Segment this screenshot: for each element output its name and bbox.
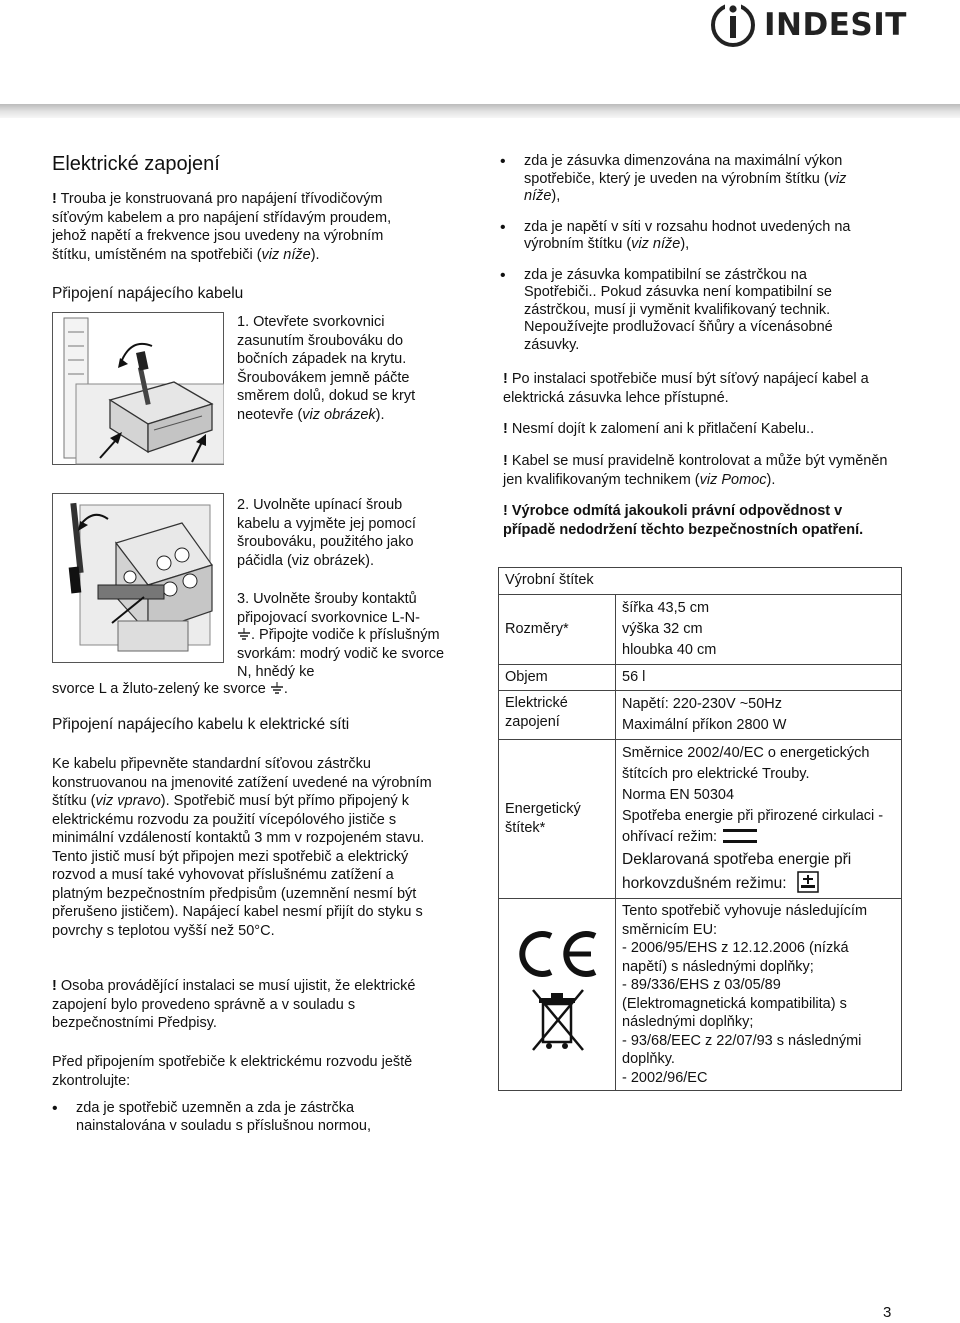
- warning-kink: ! Nesmí dojít k zalomení ani k přitlačení Kabelu..: [503, 421, 815, 437]
- ground-icon: [237, 628, 251, 640]
- weee-bin-icon: [533, 990, 583, 1050]
- list-item: • zda je spotřebič uzemněn a zda je zástrčka nainstalována v souladu s příslušnou normou,: [52, 1100, 412, 1135]
- ce-marks-cell: [499, 899, 616, 1091]
- table-row: [499, 740, 902, 899]
- energy-values: Směrnice 2002/40/EC o energetických štítcích pro elektrické Trouby. Norma EN 50304 Spotřeba energie při přirozené cirkulaci - ohřívací režim: Deklarovaná spotřeba energie při horkovzdušném režimu:: [616, 740, 902, 899]
- elec-values: Napětí: 220-230V ~50Hz Maximální příkon 2800 W: [616, 691, 902, 740]
- header-bar: [0, 104, 960, 118]
- warning-mark: !: [52, 191, 57, 207]
- step-3-line1: 3. Uvolněte šrouby kontaktů připojovací svorkovnice L-N-: [237, 591, 420, 626]
- rating-plate-table: [498, 567, 902, 1091]
- table-row: [499, 665, 902, 691]
- brand-logo: [708, 2, 907, 48]
- list-item: • zda je napětí v síti v rozsahu hodnot uvedených na výrobním štítku (viz níže),: [500, 219, 880, 254]
- step-3-line2: . Připojte vodiče k příslušným svorkám: modrý vodič ke svorce N, hnědý ke: [237, 627, 445, 680]
- terminal-box-figure-1: [52, 312, 224, 465]
- terminal-box-figure-2: [52, 493, 224, 663]
- page-number: 3: [883, 1304, 892, 1321]
- step-1-text: 1. Otevřete svorkovnici zasunutím šroubováku do bočních západek na krytu. Šroubovákem jemně páčte směrem dolů, dokud se kryt neotevře (viz obrázek).: [237, 314, 416, 423]
- volume-value: 56 l: [616, 665, 902, 691]
- step-3-line3: svorce L a žluto-zelený ke svorce .: [52, 681, 288, 697]
- top-bottom-heating-icon: [723, 829, 757, 843]
- mains-paragraph: Ke kabelu připevněte standardní síťovou zástrčku konstruovanou na jmenovité zatížení uvedené na výrobním štítku (viz vpravo). Spotřebič musí být přímo připojený k elektrickému rozvodu za použití vícepólového jističe s minimální vzdáleností kontaktů 3 mm v rozpojeném stavu. Tento jistič musí být připojen mezi spotřebič a elektrický rozvod a musí také vyhovovat příslušnému zatížení a platným bezpečnostním předpisům (uzemnění nesmí být přerušeno jističem). Napájecí kabel nesmí přijít do styku s povrchy s teplotou vyšší než 50°C.: [52, 756, 432, 939]
- check-list-right: [500, 153, 880, 354]
- dims-label: Rozměry*: [499, 595, 616, 665]
- step-2-text: 2. Uvolněte upínací šroub kabelu a vyjměte jej pomocí šroubováku, použitého jako páčidla (viz obrázek).: [237, 497, 416, 569]
- volume-label: Objem: [499, 665, 616, 691]
- energy-label: Energetický štítek*: [499, 740, 616, 899]
- warning-accessible: ! Po instalaci spotřebiče musí být síťový napájecí kabel a elektrická zásuvka lehce přístupné.: [503, 371, 869, 406]
- table-header: Výrobní štítek: [499, 568, 902, 595]
- installer-warning: ! Osoba provádějící instalaci se musí ujistit, že elektrické zapojení bylo provedeno správně a v souladu s bezpečnostními Předpisy.: [52, 978, 416, 1031]
- check-intro: Před připojením spotřebiče k elektrickému rozvodu ještě zkontrolujte:: [52, 1054, 413, 1089]
- table-row: [499, 595, 902, 665]
- brand-name: INDESIT: [764, 7, 907, 43]
- fan-heating-icon: [797, 871, 819, 893]
- list-item: • zda je zásuvka dimenzována na maximální výkon spotřebiče, který je uveden na výrobním štítku (viz níže),: [500, 153, 880, 206]
- warning-liability: ! Výrobce odmítá jakoukoli právní odpovědnost v případě nedodržení těchto bezpečnostních opatření.: [503, 503, 864, 538]
- section-title: Elektrické zapojení: [52, 153, 220, 175]
- table-row: [499, 899, 902, 1091]
- ce-mark-icon: [511, 922, 603, 1062]
- ground-icon: [270, 682, 284, 694]
- dims-values: šířka 43,5 cm výška 32 cm hloubka 40 cm: [616, 595, 902, 665]
- list-item: • zda je zásuvka kompatibilní se zástrčkou na Spotřebiči.. Pokud zásuvka není kompatibilní se zástrčkou, musí ji vyměnit kvalifikovaný technik. Nepoužívejte prodlužovací šňůry a vícenásobné zásuvky.: [500, 267, 880, 355]
- table-row: [499, 568, 902, 595]
- check-list-left: [52, 1100, 412, 1135]
- indesit-i-icon: [708, 2, 758, 48]
- directives-text: Tento spotřebič vyhovuje následujícím směrnicím EU: - 2006/95/EHS z 12.12.2006 (nízká napětí) s následnými doplňky; - 89/336/EHS z 03/05/89 (Elektromagnetická kompatibilita) s následnými doplňky; - 93/68/EEC z 22/07/93 s následnými doplňky. - 2002/96/EC: [616, 899, 902, 1091]
- subheading-cable: Připojení napájecího kabelu: [52, 285, 244, 302]
- warning-check-cable: ! Kabel se musí pravidelně kontrolovat a může být vyměněn jen kvalifikovaným technikem (viz Pomoc).: [503, 453, 888, 488]
- elec-label: Elektrické zapojení: [499, 691, 616, 740]
- subheading-mains: Připojení napájecího kabelu k elektrické síti: [52, 716, 350, 733]
- table-row: [499, 691, 902, 740]
- warning-paragraph: ! Trouba je konstruovaná pro napájení třívodičovým síťovým kabelem a pro napájení střídavým proudem, jehož napětí a frekvence jsou uvedeny na výrobním štítku, umístěném na spotřebiči (viz níže).: [52, 191, 392, 263]
